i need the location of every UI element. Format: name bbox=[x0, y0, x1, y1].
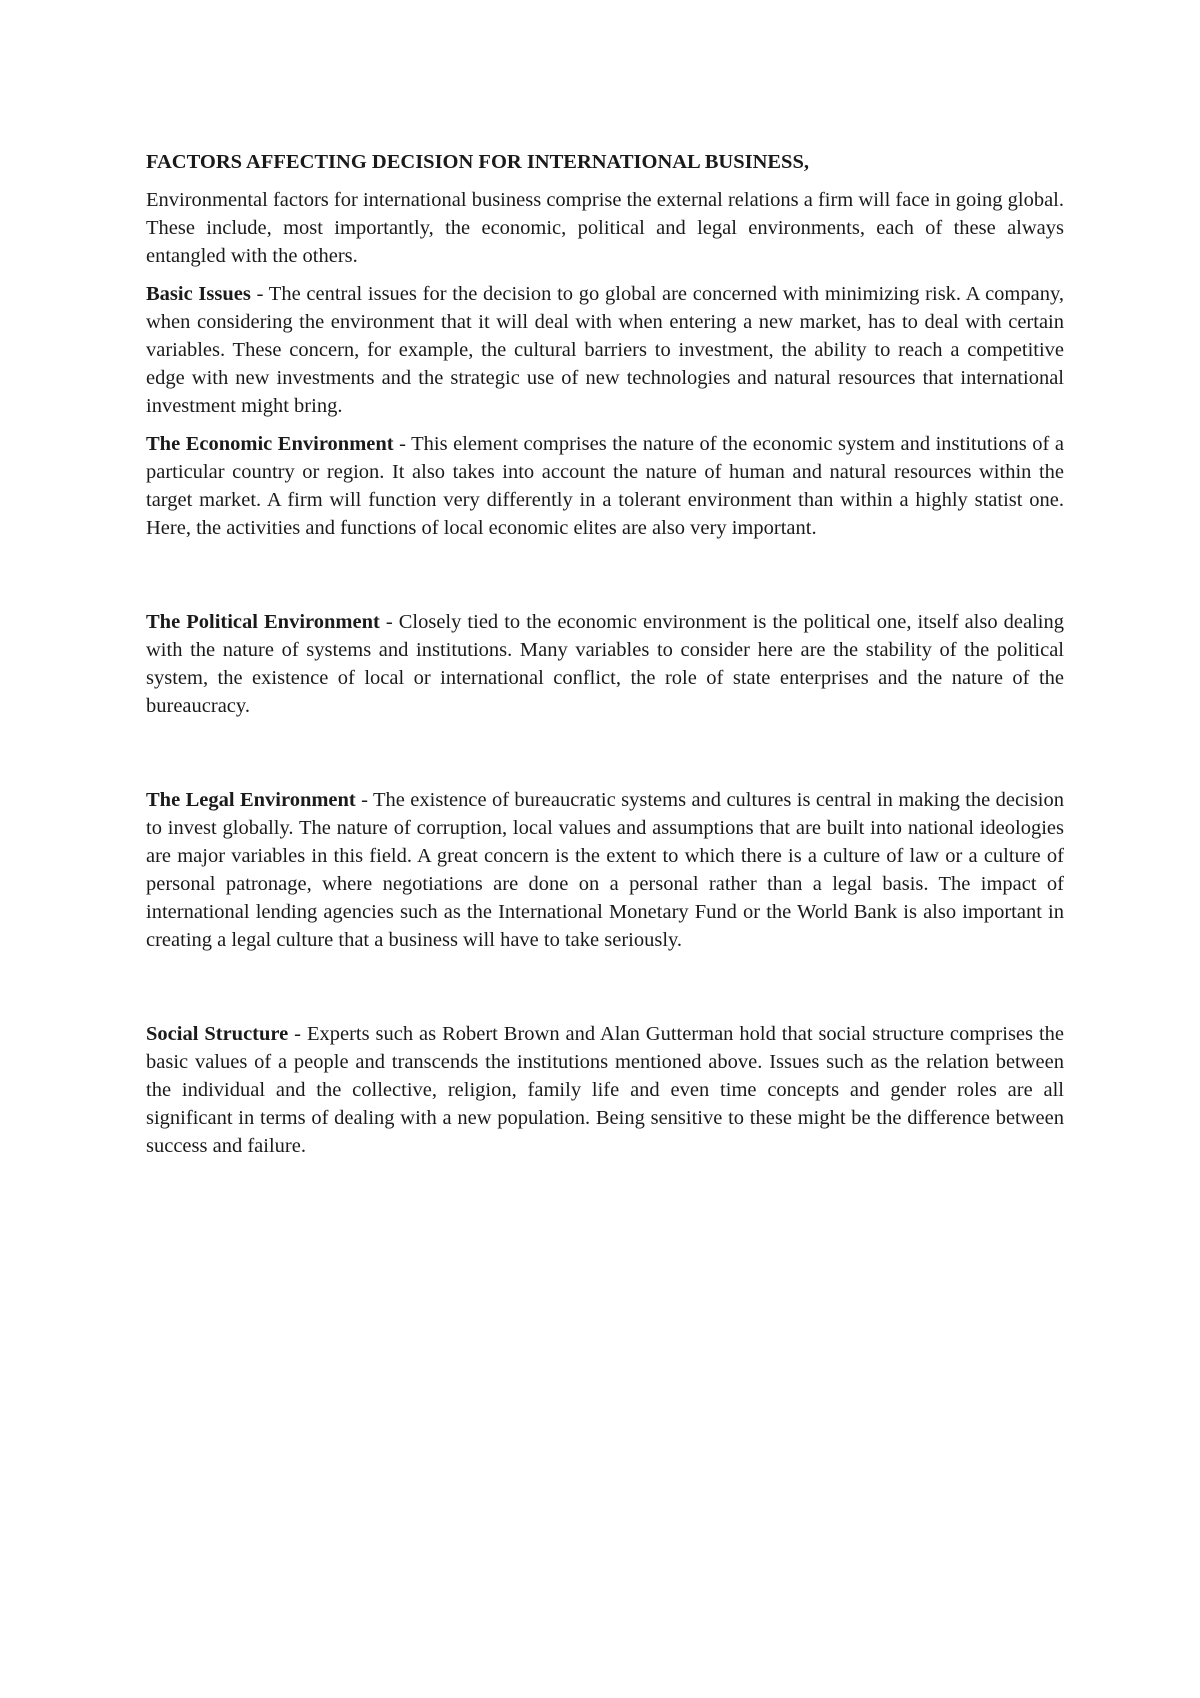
section-social-structure bbox=[146, 1020, 1064, 1160]
section-body: - The central issues for the decision to go global are concerned with minimizing risk. A company, when considering the environment that it will deal with when entering a new market, has to deal with certain variables. These concern, for example, the cultural barriers to investment, the ability to reach a competitive edge with new investments and the strategic use of new technologies and natural resources that international investment might bring. bbox=[146, 283, 1065, 417]
section-body: - Experts such as Robert Brown and Alan Gutterman hold that social structure comprises the basic values of a people and transcends the institutions mentioned above. Issues such as the relation between the individual and the collective, religion, family life and even time concepts and gender roles are all significant in terms of dealing with a new population. Being sensitive to these might be the difference between success and failure. bbox=[146, 1023, 1064, 1157]
document-body bbox=[146, 148, 1064, 1170]
section-heading: Social Structure bbox=[146, 1023, 289, 1045]
section-body: - The existence of bureaucratic systems and cultures is central in making the decision to invest globally. The nature of corruption, local values and assumptions that are built into national ideologies are major variables in this field. A great concern is the extent to which there is a culture of law or a culture of personal patronage, where negotiations are done on a personal rather than a legal basis. The impact of international lending agencies such as the International Monetary Fund or the World Bank is also important in creating a legal culture that a business will have to take seriously. bbox=[146, 789, 1064, 951]
intro-paragraph: Environmental factors for international business comprise the external relations a firm will face in going global. These include, most importantly, the economic, political and legal environments, each of these always entangled with the others. bbox=[146, 189, 1064, 267]
section-economic-environment bbox=[146, 430, 1064, 542]
section-body: - Closely tied to the economic environment is the political one, itself also dealing with the nature of systems and institutions. Many variables to consider here are the stability of the political system, the existence of local or international conflict, the role of state enterprises and the nature of the bureaucracy. bbox=[146, 611, 1064, 717]
document-title: FACTORS AFFECTING DECISION FOR INTERNATIONAL BUSINESS, bbox=[146, 151, 809, 173]
section-heading: The Political Environment bbox=[146, 611, 380, 633]
section-body: - This element comprises the nature of the economic system and institutions of a particular country or region. It also takes into account the nature of human and natural resources within the target market. A firm will function very differently in a tolerant environment than within a highly statist one. Here, the activities and functions of local economic elites are also very important. bbox=[146, 433, 1064, 539]
section-political-environment bbox=[146, 608, 1064, 720]
section-heading: Basic Issues bbox=[146, 283, 251, 305]
section-heading: The Economic Environment bbox=[146, 433, 394, 455]
section-basic-issues bbox=[146, 280, 1064, 420]
section-legal-environment bbox=[146, 786, 1064, 954]
section-heading: The Legal Environment bbox=[146, 789, 356, 811]
